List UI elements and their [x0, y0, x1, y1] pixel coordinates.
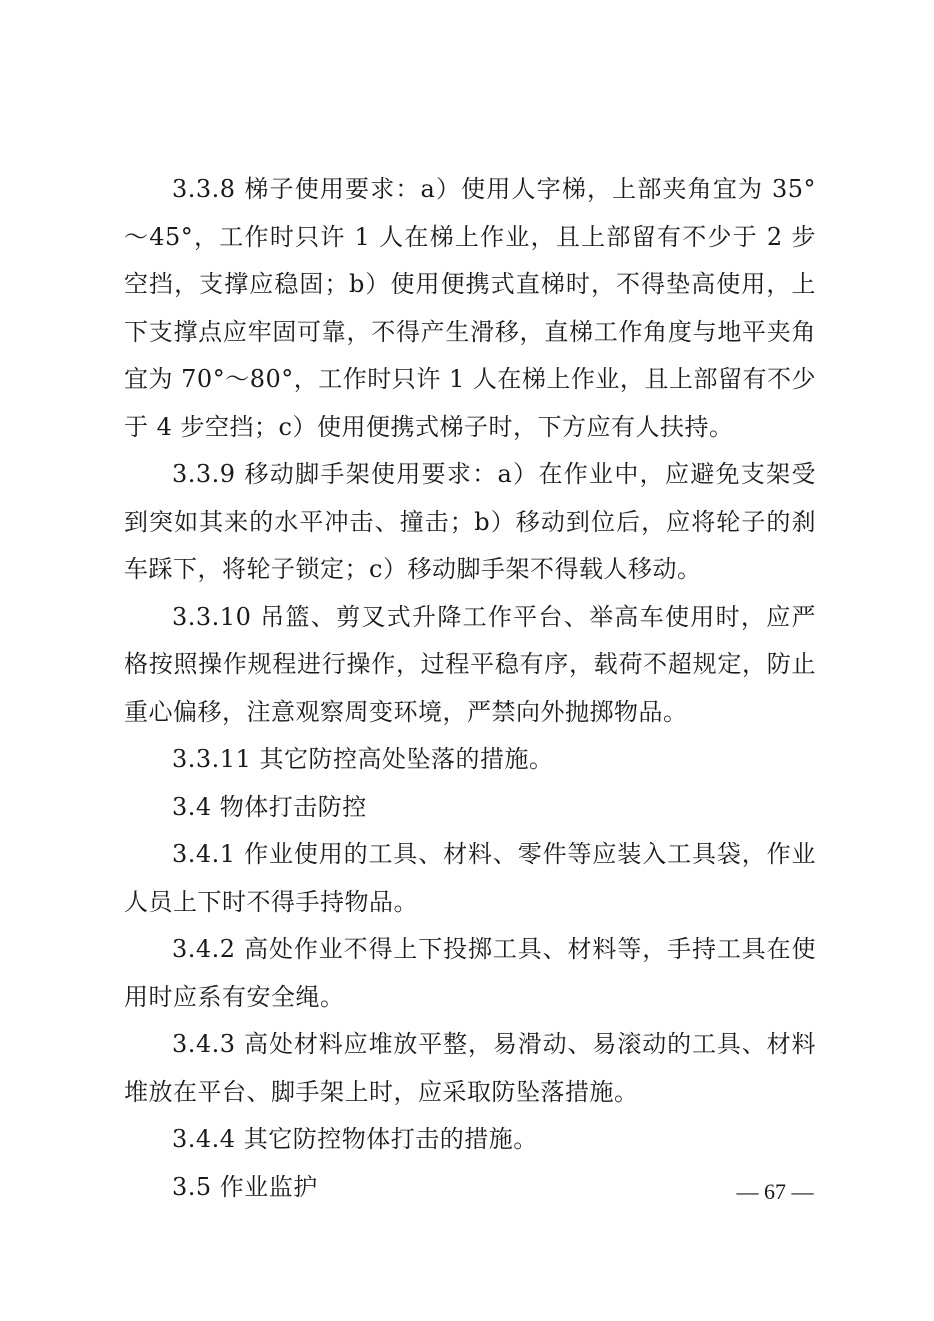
paragraph-3-3-11: 3.3.11 其它防控高处坠落的措施。: [172, 745, 554, 773]
paragraph-3-4-4: 3.4.4 其它防控物体打击的措施。: [172, 1125, 538, 1153]
paragraph-3-3-10: 3.3.10 吊篮、剪叉式升降工作平台、举高车使用时，应严格按照操作规程进行操作，过程平稳有序，载荷不超规定，防止重心偏移，注意观察周变环境，严禁向外抛掷物品。: [124, 602, 816, 726]
document-body: [124, 166, 816, 1211]
paragraph-3-4-1: 3.4.1 作业使用的工具、材料、零件等应装入工具袋，作业人员上下时不得手持物品。: [124, 840, 816, 916]
paragraph-3-3-9: 3.3.9 移动脚手架使用要求：a）在作业中，应避免支架受到突如其来的水平冲击、撞击；b）移动到位后，应将轮子的刹车踩下，将轮子锁定；c）移动脚手架不得载人移动。: [124, 460, 816, 583]
paragraph-3-4-3: 3.4.3 高处材料应堆放平整，易滑动、易滚动的工具、材料堆放在平台、脚手架上时，应采取防坠落措施。: [124, 1030, 816, 1106]
paragraph-3-4-2: 3.4.2 高处作业不得上下投掷工具、材料等，手持工具在使用时应系有安全绳。: [124, 935, 816, 1011]
paragraph-3-3-8: 3.3.8 梯子使用要求：a）使用人字梯，上部夹角宜为 35°～45°，工作时只许 1 人在梯上作业，且上部留有不少于 2 步空挡，支撑应稳固；b）使用便携式直梯时，不得垫高使用，上下支撑点应牢固可靠，不得产生滑移，直梯工作角度与地平夹角宜为 70°～80°，工作时只许 1 人在梯上作业，且上部留有不少于 4 步空挡；c）使用便携式梯子时，下方应有人扶持。: [124, 175, 816, 441]
section-heading-3-5: 3.5 作业监护: [172, 1172, 318, 1201]
page-number: — 67 —: [736, 1179, 814, 1204]
section-heading-3-4: 3.4 物体打击防控: [172, 792, 367, 821]
